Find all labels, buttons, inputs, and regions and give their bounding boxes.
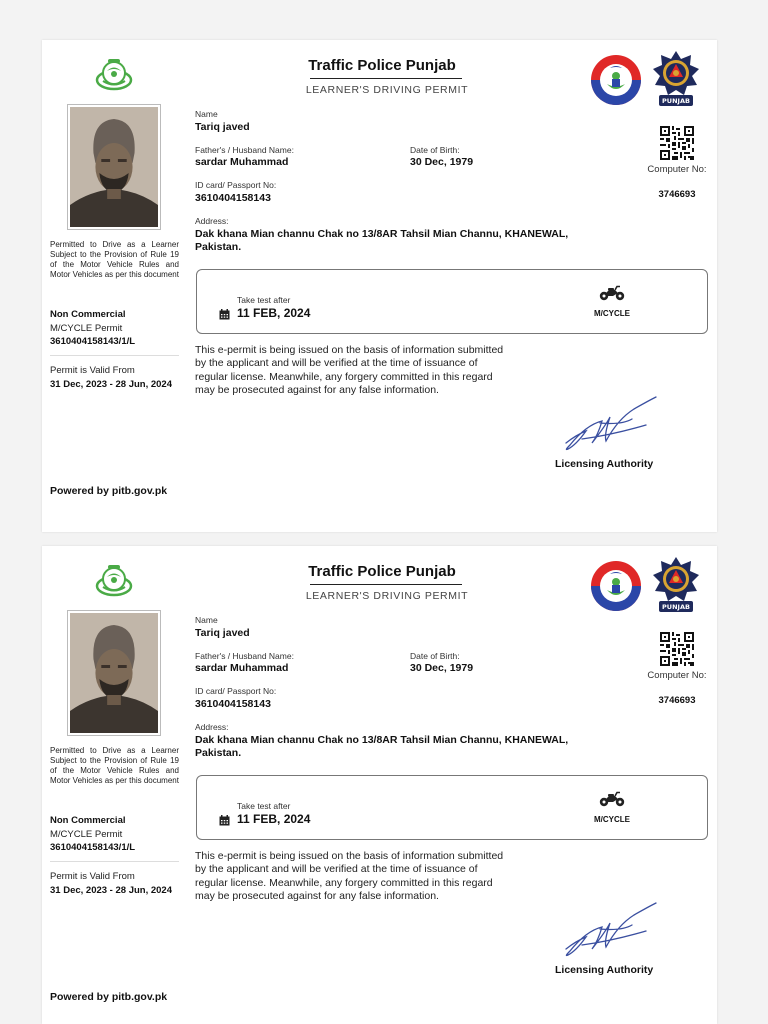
name-label: Name: [195, 109, 218, 119]
calendar-icon: [219, 309, 230, 320]
valid-dates: 31 Dec, 2023 - 28 Jun, 2024: [50, 885, 172, 896]
permit-category: Non Commercial: [50, 815, 126, 826]
address-label: Address:: [195, 216, 229, 226]
permit-number: 3610404158143/1/L: [50, 842, 136, 853]
punjab-police-emblem-icon: [590, 560, 642, 612]
vehicle-type: M/CYCLE: [594, 309, 630, 318]
father-label: Father's / Husband Name:: [195, 651, 294, 661]
dob-value: 30 Dec, 1979: [410, 156, 474, 168]
calendar-icon: [219, 815, 230, 826]
computer-no-value: 3746693: [658, 695, 696, 706]
motorcycle-icon: [599, 791, 625, 807]
badge-banner-text: PUNJAB: [662, 97, 690, 105]
address-value: Dak khana Mian channu Chak no 13/8AR Tahsil Mian Channu, KHANEWAL, Pakistan.: [195, 228, 569, 253]
divider: [50, 861, 179, 862]
name-value: Tariq javed: [195, 121, 250, 133]
qr-code-icon[interactable]: [660, 632, 694, 666]
take-test-label: Take test after: [237, 801, 291, 811]
permit-card-2: [42, 546, 717, 1024]
valid-label: Permit is Valid From: [50, 871, 135, 882]
signature-image: [562, 901, 662, 959]
address-value: Dak khana Mian channu Chak no 13/8AR Tahsil Mian Channu, KHANEWAL, Pakistan.: [195, 734, 569, 759]
permission-text: Permitted to Drive as a Learner Subject to the Provision of Rule 19 of the Motor Vehicle Rules and Motor Vehicles as per this document: [50, 240, 179, 279]
permission-text: Permitted to Drive as a Learner Subject to the Provision of Rule 19 of the Motor Vehicle Rules and Motor Vehicles as per this document: [50, 746, 179, 785]
father-value: sardar Muhammad: [195, 662, 289, 674]
dob-value: 30 Dec, 1979: [410, 662, 474, 674]
divider: [50, 355, 179, 356]
licensing-authority: Licensing Authority: [555, 964, 654, 976]
punjab-emblem-icon: [94, 561, 134, 597]
dob-label: Date of Birth:: [410, 145, 460, 155]
signature-image: [562, 395, 662, 453]
title-underline: [310, 78, 462, 79]
name-value: Tariq javed: [195, 627, 250, 639]
permit-type: M/CYCLE Permit: [50, 829, 123, 840]
take-test-date: 11 FEB, 2024: [237, 306, 311, 320]
traffic-police-badge-icon: [651, 49, 701, 109]
powered-by: Powered by pitb.gov.pk: [50, 991, 168, 1003]
computer-no-value: 3746693: [658, 189, 696, 200]
punjab-emblem-icon: [94, 55, 134, 91]
permit-card-1: [42, 40, 717, 532]
disclaimer-text: This e-permit is being issued on the basis of information submitted by the applicant and will be verified at the time of issuance of regular license. Meanwhile, any forgery committed in this regard may be prosecuted against for any false information.: [195, 850, 504, 903]
valid-label: Permit is Valid From: [50, 365, 135, 376]
id-label: ID card/ Passport No:: [195, 180, 277, 190]
permit-category: Non Commercial: [50, 309, 126, 320]
computer-no-label: Computer No:: [647, 164, 707, 175]
badge-banner-text: PUNJAB: [662, 603, 690, 611]
address-label: Address:: [195, 722, 229, 732]
motorcycle-icon: [599, 285, 625, 301]
valid-dates: 31 Dec, 2023 - 28 Jun, 2024: [50, 379, 172, 390]
vehicle-type: M/CYCLE: [594, 815, 630, 824]
applicant-photo: [67, 610, 161, 736]
qr-code-icon[interactable]: [660, 126, 694, 160]
test-info-box: [196, 775, 708, 840]
permit-type: M/CYCLE Permit: [50, 323, 123, 334]
header-title: Traffic Police Punjab: [308, 563, 456, 580]
powered-by: Powered by pitb.gov.pk: [50, 485, 168, 497]
id-label: ID card/ Passport No:: [195, 686, 277, 696]
test-info-box: [196, 269, 708, 334]
id-value: 3610404158143: [195, 192, 271, 204]
computer-no-label: Computer No:: [647, 670, 707, 681]
traffic-police-badge-icon: [651, 555, 701, 615]
take-test-date: 11 FEB, 2024: [237, 812, 311, 826]
disclaimer-text: This e-permit is being issued on the basis of information submitted by the applicant and will be verified at the time of issuance of regular license. Meanwhile, any forgery committed in this regard may be prosecuted against for any false information.: [195, 344, 504, 397]
punjab-police-emblem-icon: [590, 54, 642, 106]
header-title: Traffic Police Punjab: [308, 57, 456, 74]
title-underline: [310, 584, 462, 585]
id-value: 3610404158143: [195, 698, 271, 710]
father-value: sardar Muhammad: [195, 156, 289, 168]
take-test-label: Take test after: [237, 295, 291, 305]
licensing-authority: Licensing Authority: [555, 458, 654, 470]
header-subtitle: LEARNER'S DRIVING PERMIT: [305, 84, 469, 96]
name-label: Name: [195, 615, 218, 625]
applicant-photo: [67, 104, 161, 230]
header-subtitle: LEARNER'S DRIVING PERMIT: [305, 590, 469, 602]
dob-label: Date of Birth:: [410, 651, 460, 661]
permit-number: 3610404158143/1/L: [50, 336, 136, 347]
father-label: Father's / Husband Name:: [195, 145, 294, 155]
